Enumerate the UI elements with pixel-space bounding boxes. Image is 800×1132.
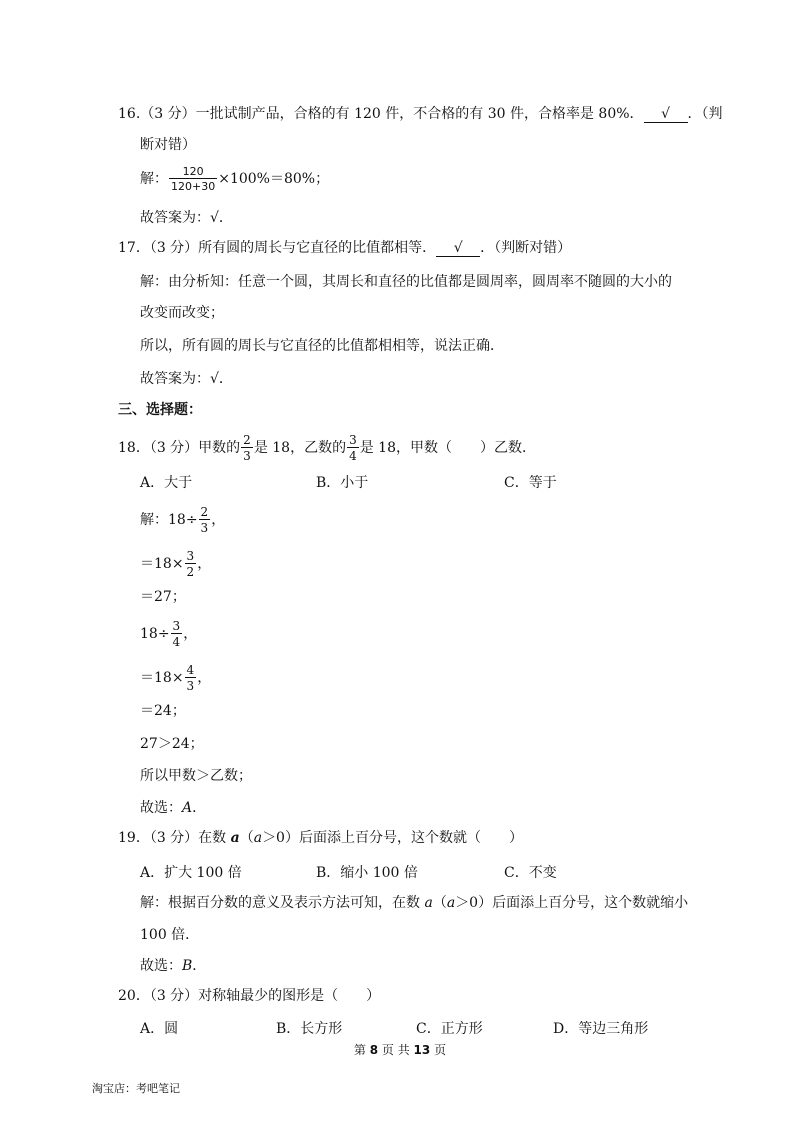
q18-step-2: ＝18× $\frac{3}{2}$ ， [140, 549, 212, 579]
q19-solution-1: 解：根据百分数的意义及表示方法可知，在数 a（a＞0）后面添上百分号，这个数就缩小 [140, 895, 689, 911]
q18-step-8: 所以甲数＞乙数； [140, 768, 252, 784]
q18-option-c: C．等于 [504, 475, 557, 491]
q17-conclusion: 故答案为：√． [140, 371, 233, 387]
q20-option-a: A．圆 [140, 1021, 179, 1037]
section-title: 三、选择题： [118, 402, 202, 418]
q16-stem-cont: 断对错） [140, 137, 196, 153]
q16-suffix: ．（判 [687, 106, 723, 122]
q19-conclusion: 故选：B． [140, 958, 207, 974]
q16-stem [118, 104, 723, 124]
q17-solution-2: 改变而改变； [140, 305, 224, 321]
q20-option-c: C．正方形 [416, 1021, 483, 1037]
q16-answer-blank: √ [644, 107, 688, 123]
q18-fraction-2: $\frac{3}{4}$ [349, 433, 357, 463]
q17-solution-1: 解：由分析知：任意一个圆，其周长和直径的比值都是圆周率，圆周率不随圆的大小的 [140, 274, 672, 290]
q17-answer-blank: √ [436, 241, 480, 257]
page-number: 8 [369, 1043, 379, 1057]
q18-step-6: ＝24； [140, 703, 186, 719]
shop-watermark: 淘宝店：考吧笔记 [92, 1082, 180, 1095]
q20-option-d: D．等边三角形 [553, 1021, 649, 1037]
q17-solution-3: 所以，所有圆的周长与它直径的比值都相相等，说法正确． [140, 338, 504, 354]
q19-solution-2: 100 倍． [140, 927, 200, 943]
q19-option-b: B．缩小 100 倍 [316, 865, 418, 881]
q18-step-4: 18÷ $\frac{3}{4}$ ， [140, 619, 198, 649]
q18-option-a: A．大于 [140, 475, 193, 491]
q18-step-1: 解：18÷ $\frac{2}{3}$ ， [140, 505, 226, 535]
q18-step-3: ＝27； [140, 589, 186, 605]
q18-conclusion: 故选：A． [140, 800, 207, 816]
q17-stem: 17．（3 分）所有圆的周长与它直径的比值都相等． √ ．（判断对错） [118, 240, 572, 256]
page-footer: 第 8 页 共 13 页 [353, 1043, 447, 1057]
q20-stem: 20．（3 分）对称轴最少的图形是（ ） [118, 988, 381, 1004]
q16-fraction: $\frac{120}{120+30}$ [171, 165, 216, 193]
q19-option-c: C．不变 [504, 865, 557, 881]
page-total: 13 [413, 1043, 431, 1057]
q16-text: 16.（3 分）一批试制产品，合格的有 120 件，不合格的有 30 件，合格率是 80%． [118, 106, 644, 122]
q18-fraction-1: $\frac{2}{3}$ [243, 433, 251, 463]
q16-conclusion: 故答案为：√． [140, 210, 233, 226]
q18-stem: 18．（3 分）甲数的 $\frac{2}{3}$ 是 18，乙数的 $\frac{3}{4}$ 是 18，甲数（ ）乙数． [118, 433, 536, 463]
q18-step-7: 27＞24； [140, 736, 204, 752]
q19-stem: 19．（3 分）在数 a（a＞0）后面添上百分号，这个数就（ ） [118, 830, 523, 846]
q18-step-5: ＝18× $\frac{4}{3}$ ， [140, 663, 212, 693]
q18-option-b: B．小于 [316, 475, 369, 491]
q16-solution: 解： $\frac{120}{120+30}$ ×100%＝80%； [140, 165, 330, 193]
q20-option-b: B．长方形 [276, 1021, 343, 1037]
q19-option-a: A．扩大 100 倍 [140, 865, 242, 881]
